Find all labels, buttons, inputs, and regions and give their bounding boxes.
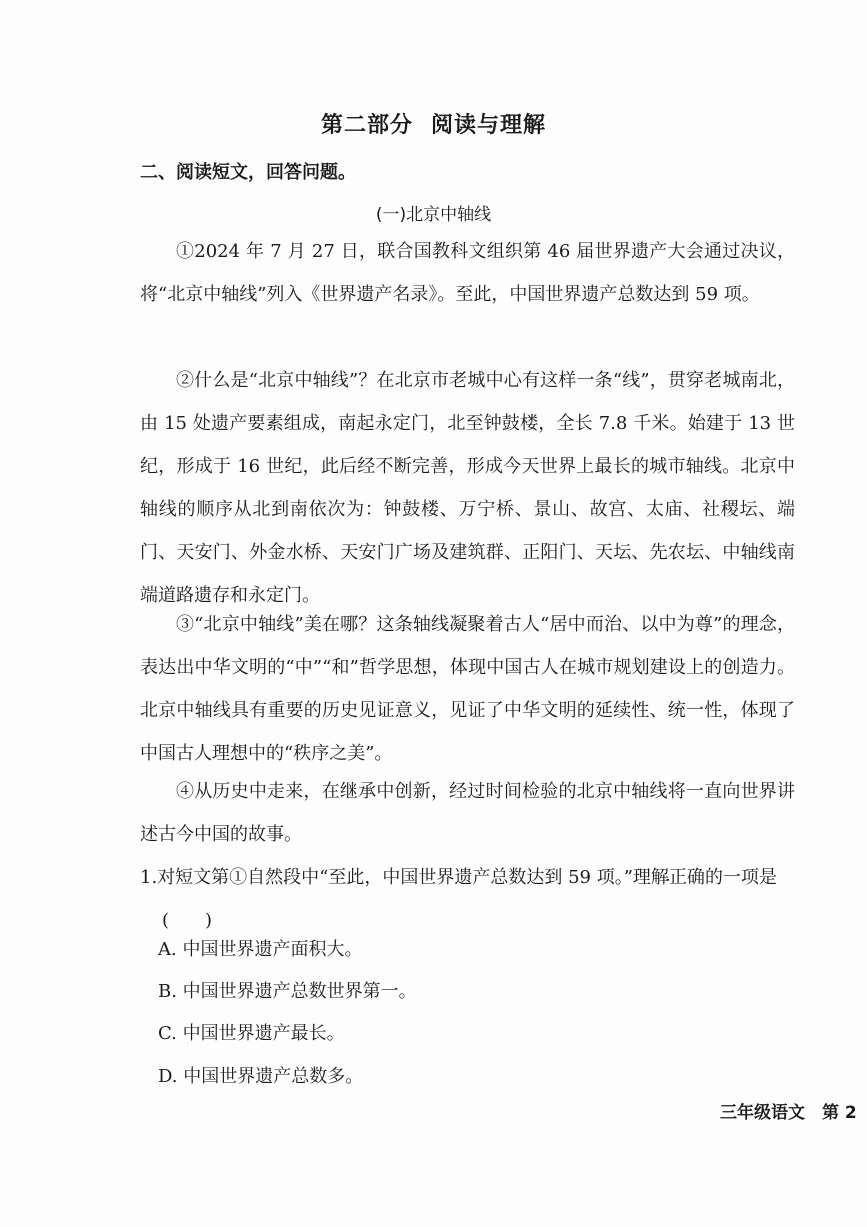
section-part: 第二部分: [320, 113, 413, 138]
option-b[interactable]: B. 中国世界遗产总数世界第一。: [158, 981, 417, 1002]
question-stem-after: 的一项是( ): [162, 867, 777, 931]
option-a[interactable]: A. 中国世界遗产面积大。: [158, 939, 363, 960]
option-d[interactable]: D. 中国世界遗产总数多。: [158, 1066, 364, 1087]
passage-title: (一)北京中轴线: [375, 205, 492, 225]
option-c[interactable]: C. 中国世界遗产最长。: [158, 1023, 345, 1044]
question-stem-emphasis: 正确 ·: [669, 867, 705, 888]
page-footer: 三年级语文 第 2: [720, 1103, 857, 1123]
paragraph-4: ④从历史中走来，在继承中创新，经过时间检验的北京中轴线将一直向世界讲述古今中国的故事。: [140, 781, 795, 845]
paragraph-2: ②什么是“北京中轴线”？在北京市老城中心有这样一条“线”，贯穿老城南北，由 15 处遗产要素组成，南起永定门，北至钟鼓楼，全长 7.8 千米。始建于 13 世纪，形成于 16 世纪，此后经不断完善，形成今天世界上最长的城市轴线。北京中轴线的顺序从北到南依次为：钟鼓楼、万宁桥、景山、故宫、太庙、社稷坛、端门、天安门、外金水桥、天安门广场及建筑群、正阳门、天坛、先农坛、中轴线南端道路遗存和永定门。: [140, 370, 795, 606]
section-name: 阅读与理解: [431, 113, 547, 138]
question-number: 1.: [140, 867, 158, 888]
paragraph-3: ③“北京中轴线”美在哪？这条轴线凝聚着古人“居中而治、以中为尊”的理念，表达出中华文明的“中”“和”哲学思想，体现中国古人在城市规划建设上的创造力。北京中轴线具有重要的历史见证意义，见证了中华文明的延续性、统一性，体现了中国古人理想中的“秩序之美”。: [140, 614, 795, 764]
question-stem-before: 对短文第①自然段中“至此，中国世界遗产总数达到 59 项。”理解: [157, 867, 669, 888]
section-title: [0, 108, 867, 139]
paragraph-1: ①2024 年 7 月 27 日，联合国教科文组织第 46 届世界遗产大会通过决议，将“北京中轴线”列入《世界遗产名录》。至此，中国世界遗产总数达到 59 项。: [140, 241, 795, 305]
question-heading: 二、阅读短文，回答问题。: [140, 162, 356, 183]
